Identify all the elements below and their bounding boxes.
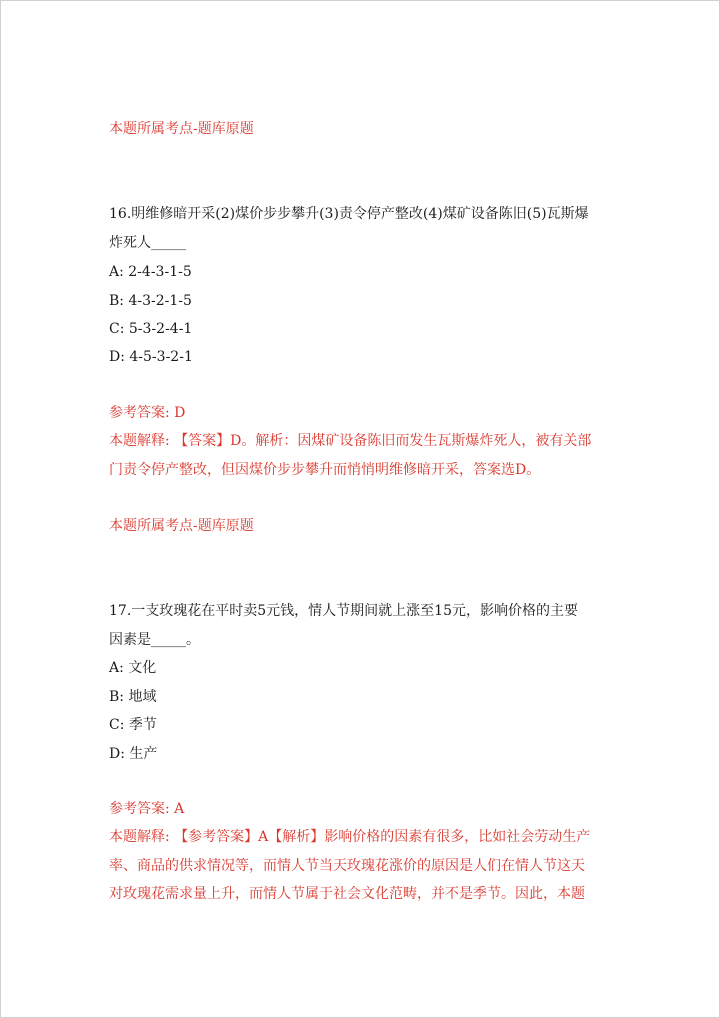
option-c: C: 5-3-2-4-1 xyxy=(109,321,193,337)
explanation-line-cont: 门责令停产整改，但因煤价步步攀升而悄悄明维修暗开采，答案选D。 xyxy=(109,462,541,478)
option-c: C: 季节 xyxy=(109,717,157,733)
explanation-line-cont: 率、商品的供求情况等，而情人节当天玫瑰花涨价的原因是人们在情人节这天 xyxy=(109,858,585,874)
option-d: D: 生产 xyxy=(109,746,158,762)
question-16-text: 16.明维修暗开采(2)煤价步步攀升(3)责令停产整改(4)煤矿设备陈旧(5)瓦斯爆 xyxy=(109,206,589,222)
answer-line: 参考答案: D xyxy=(109,405,186,421)
answer-line: 参考答案: A xyxy=(109,801,185,817)
source-line: 本题所属考点-题库原题 xyxy=(109,121,254,137)
option-b: B: 4-3-2-1-5 xyxy=(109,293,192,309)
option-a: A: 2-4-3-1-5 xyxy=(109,264,192,280)
question-17-text: 17.一支玫瑰花在平时卖5元钱，情人节期间就上涨至15元，影响价格的主要 xyxy=(109,603,578,619)
question-17-text-cont: 因素是_____。 xyxy=(109,632,200,648)
explanation-line: 本题解释: 【答案】D。解析：因煤矿设备陈旧而发生瓦斯爆炸死人，被有关部 xyxy=(109,433,592,449)
option-b: B: 地域 xyxy=(109,689,157,705)
option-d: D: 4-5-3-2-1 xyxy=(109,349,193,365)
option-a: A: 文化 xyxy=(109,660,157,676)
question-16-text-cont: 炸死人_____ xyxy=(109,235,186,251)
source-line: 本题所属考点-题库原题 xyxy=(109,518,254,534)
explanation-line-cont: 对玫瑰花需求量上升，而情人节属于社会文化范畴，并不是季节。因此，本题 xyxy=(109,886,585,902)
explanation-line: 本题解释: 【参考答案】A【解析】影响价格的因素有很多，比如社会劳动生产 xyxy=(109,829,591,845)
